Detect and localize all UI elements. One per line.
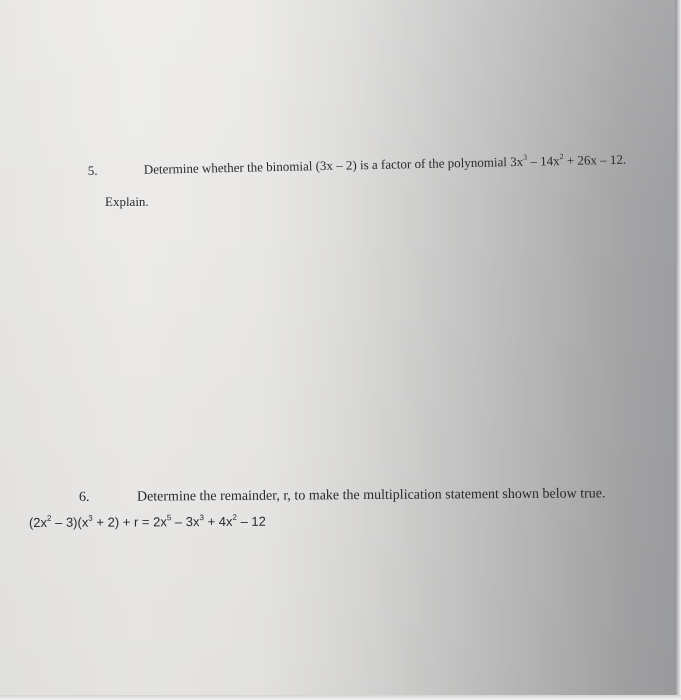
poly-term: – 14x (526, 153, 560, 169)
equation-exponent: 3 (199, 513, 204, 523)
question-5 (88, 152, 627, 179)
page-edge-bottom (0, 695, 681, 700)
equation-exponent: 3 (88, 513, 93, 523)
poly-exponent: 3 (522, 152, 528, 162)
equation-part: (2x (28, 514, 48, 530)
equation-exponent: 2 (46, 513, 52, 523)
equation-part: – 3x (171, 514, 200, 530)
question-5-number: 5. (87, 162, 98, 179)
equation-part: + 2) + r = 2x (92, 514, 167, 530)
poly-exponent: 2 (559, 152, 564, 162)
equation-exponent: 5 (166, 513, 172, 523)
question-6-equation (29, 514, 266, 531)
page-edge-shadow (675, 0, 681, 700)
equation-part: – 3)(x (51, 514, 89, 530)
question-5-explain: Explain. (105, 194, 149, 209)
question-5-text: Determine whether the binomial (3x – 2) is a factor of the polynomial (143, 154, 508, 177)
equation-exponent: 2 (232, 512, 237, 522)
question-6 (79, 486, 606, 506)
question-5-polynomial (510, 152, 626, 169)
equation-part: – 12 (236, 513, 266, 529)
equation-part: + 4x (203, 513, 233, 530)
poly-term: + 26x – 12. (563, 151, 627, 169)
poly-term: 3x (509, 153, 524, 170)
question-6-number: 6. (78, 489, 90, 506)
question-6-text: Determine the remainder, r, to make the multiplication statement shown below true. (136, 486, 606, 505)
